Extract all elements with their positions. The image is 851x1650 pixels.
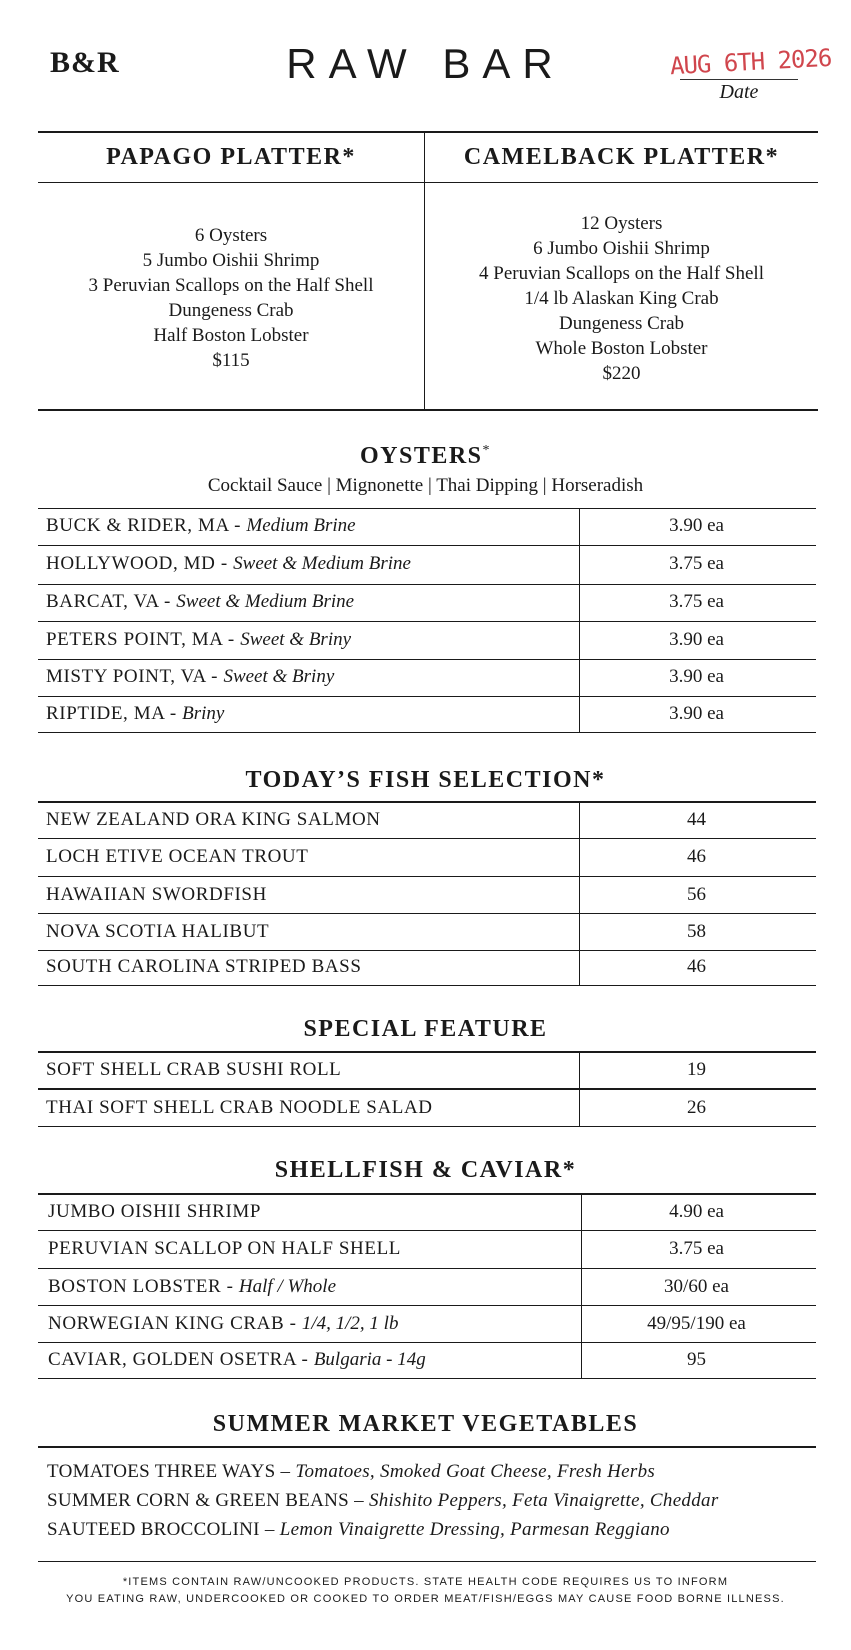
platters-bottom-rule (38, 409, 818, 411)
vegetable-note: Tomatoes, Smoked Goat Cheese, Fresh Herbs (295, 1461, 656, 1482)
vegetable-item (47, 1490, 719, 1512)
oysters-title (0, 443, 851, 470)
shellfish-row-rule (38, 1305, 816, 1306)
shellfish-row-name (48, 1313, 398, 1335)
shellfish-row-rule (38, 1268, 816, 1269)
shellfish-row-name (48, 1349, 426, 1371)
fish-price: 58 (687, 921, 706, 942)
oysters-row-rule (38, 584, 816, 585)
oyster-separator: - (164, 703, 183, 724)
footer-disclaimer-line-2: YOU EATING RAW, UNDERCOOKED OR COOKED TO ORDER MEAT/FISH/EGGS MAY CAUSE FOOD BORNE ILLNESS. (66, 1593, 785, 1605)
fish-price: 46 (687, 956, 706, 977)
shellfish-price: 49/95/190 ea (647, 1313, 746, 1334)
oysters-row-rule (38, 696, 816, 697)
shellfish-row-name (48, 1238, 401, 1260)
platter-item: Half Boston Lobster (153, 325, 309, 346)
oyster-price: 3.90 ea (669, 666, 724, 687)
platter-item: 6 Jumbo Oishii Shrimp (533, 238, 710, 259)
shellfish-name: NORWEGIAN KING CRAB (48, 1313, 285, 1334)
oysters-sauces: Cocktail Sauce | Mignonette | Thai Dipping | Horseradish (207, 475, 644, 496)
fish-name: SOUTH CAROLINA STRIPED BASS (46, 956, 362, 977)
special-table-rule (38, 1051, 816, 1053)
oyster-name: PETERS POINT, MA (46, 629, 223, 650)
oyster-note: Sweet & Medium Brine (233, 553, 411, 574)
shellfish-price: 4.90 ea (669, 1201, 724, 1222)
vegetable-name: TOMATOES THREE WAYS (47, 1461, 276, 1482)
oysters-title-mark: * (482, 443, 492, 458)
oyster-separator: - (158, 591, 177, 612)
fish-title: TODAY’S FISH SELECTION* (245, 767, 606, 793)
logo: B&R (50, 46, 120, 79)
oyster-separator: - (222, 629, 241, 650)
vegetable-name: SUMMER CORN & GREEN BEANS (47, 1490, 350, 1511)
special-price: 26 (687, 1097, 706, 1118)
oyster-price: 3.90 ea (669, 629, 724, 650)
shellfish-row-rule (38, 1342, 816, 1343)
fish-name: NEW ZEALAND ORA KING SALMON (46, 809, 381, 830)
oyster-price: 3.75 ea (669, 553, 724, 574)
oyster-note: Sweet & Briny (240, 629, 352, 650)
platter-item: Dungeness Crab (168, 300, 294, 321)
oyster-price: 3.90 ea (669, 515, 724, 536)
shellfish-separator: - (296, 1349, 314, 1370)
fish-name: HAWAIIAN SWORDFISH (46, 884, 267, 905)
fish-price: 44 (687, 809, 706, 830)
shellfish-row-name (48, 1201, 261, 1223)
page-title: RAW BAR (286, 40, 565, 87)
shellfish-title: SHELLFISH & CAVIAR* (274, 1157, 577, 1183)
oysters-row-rule (38, 659, 816, 660)
fish-name: LOCH ETIVE OCEAN TROUT (46, 846, 309, 867)
fish-row-rule (38, 876, 816, 877)
footer-disclaimer-line-1: *ITEMS CONTAIN RAW/UNCOOKED PRODUCTS. STATE HEALTH CODE REQUIRES US TO INFORM (122, 1576, 729, 1588)
platter-title-papago: PAPAGO PLATTER* (106, 144, 356, 170)
shellfish-table-rule (38, 1193, 816, 1195)
special-row-rule (38, 1126, 816, 1127)
fish-row-rule (38, 985, 816, 986)
oyster-row-name (46, 629, 351, 651)
platter-item: 12 Oysters (580, 213, 663, 234)
platter-item: 3 Peruvian Scallops on the Half Shell (88, 275, 374, 296)
oyster-note: Sweet & Medium Brine (176, 591, 355, 612)
shellfish-name: CAVIAR, GOLDEN OSETRA (48, 1349, 297, 1370)
platter-title-camelback: CAMELBACK PLATTER* (463, 144, 780, 170)
oyster-name: HOLLYWOOD, MD (46, 553, 216, 574)
shellfish-separator: - (284, 1313, 302, 1334)
oyster-row-name (46, 666, 334, 688)
oyster-name: RIPTIDE, MA (46, 703, 165, 724)
shellfish-row-rule (38, 1230, 816, 1231)
oyster-row-name (46, 591, 354, 613)
shellfish-price: 95 (687, 1349, 706, 1370)
shellfish-price: 3.75 ea (669, 1238, 724, 1259)
platter-item: 1/4 lb Alaskan King Crab (524, 288, 719, 309)
oyster-note: Medium Brine (246, 515, 356, 536)
oyster-price: 3.75 ea (669, 591, 724, 612)
fish-row-rule (38, 950, 816, 951)
oysters-row-rule (38, 545, 816, 546)
oysters-table-rule (38, 508, 816, 509)
shellfish-name: PERUVIAN SCALLOP ON HALF SHELL (48, 1238, 401, 1259)
special-row-rule (38, 1088, 816, 1090)
vegetable-note: Lemon Vinaigrette Dressing, Parmesan Reggiano (279, 1519, 670, 1540)
platter-price: $115 (212, 350, 250, 371)
oyster-name: BUCK & RIDER, MA (46, 515, 229, 536)
oyster-separator: - (215, 553, 234, 574)
vegetable-separator: – (275, 1461, 296, 1482)
platter-item: Dungeness Crab (558, 313, 685, 334)
special-title: SPECIAL FEATURE (303, 1016, 548, 1042)
platter-price: $220 (602, 363, 641, 384)
date-underline (680, 79, 798, 80)
vegetable-item (47, 1519, 670, 1541)
oysters-row-rule (38, 732, 816, 733)
shellfish-note: 1/4, 1/2, 1 lb (301, 1313, 399, 1334)
vegetables-top-rule (38, 1446, 816, 1448)
oyster-row-name (46, 553, 411, 575)
platter-item: 6 Oysters (194, 225, 268, 246)
shellfish-price: 30/60 ea (664, 1276, 729, 1297)
shellfish-note: Bulgaria - 14g (313, 1349, 426, 1370)
shellfish-note: Half / Whole (238, 1276, 337, 1297)
oyster-name: MISTY POINT, VA (46, 666, 206, 687)
platter-item: 4 Peruvian Scallops on the Half Shell (479, 263, 764, 284)
shellfish-name: BOSTON LOBSTER (48, 1276, 222, 1297)
shellfish-separator: - (221, 1276, 239, 1297)
fish-row-rule (38, 838, 816, 839)
special-name: THAI SOFT SHELL CRAB NOODLE SALAD (46, 1097, 433, 1118)
vegetable-note: Shishito Peppers, Feta Vinaigrette, Cheddar (368, 1490, 719, 1511)
platters-top-rule (38, 131, 818, 133)
oyster-price: 3.90 ea (669, 703, 724, 724)
platter-list-papago (38, 223, 424, 373)
platter-item: 5 Jumbo Oishii Shrimp (142, 250, 320, 271)
oyster-separator: - (228, 515, 247, 536)
oyster-note: Briny (182, 703, 225, 724)
special-price: 19 (687, 1059, 706, 1080)
date-stamp: AUG 6TH 2026 (669, 43, 833, 81)
oyster-row-name (46, 515, 356, 537)
oysters-row-rule (38, 621, 816, 622)
date-label: Date (719, 81, 759, 103)
shellfish-name: JUMBO OISHII SHRIMP (48, 1201, 262, 1222)
shellfish-row-rule (38, 1378, 816, 1379)
vegetable-name: SAUTEED BROCCOLINI (47, 1519, 260, 1540)
platters-header-rule (38, 182, 818, 183)
fish-row-rule (38, 913, 816, 914)
platter-list-camelback (425, 211, 818, 386)
vegetables-title: SUMMER MARKET VEGETABLES (212, 1411, 639, 1437)
oyster-separator: - (205, 666, 224, 687)
fish-price: 46 (687, 846, 706, 867)
fish-name: NOVA SCOTIA HALIBUT (46, 921, 270, 942)
fish-table-rule (38, 801, 816, 803)
oyster-row-name (46, 703, 224, 725)
vegetable-separator: – (259, 1519, 280, 1540)
vegetable-separator: – (349, 1490, 369, 1511)
special-name: SOFT SHELL CRAB SUSHI ROLL (46, 1059, 342, 1080)
platter-item: Whole Boston Lobster (535, 338, 708, 359)
shellfish-row-name (48, 1276, 336, 1298)
oyster-note: Sweet & Briny (223, 666, 335, 687)
fish-price: 56 (687, 884, 706, 905)
oysters-title-text: OYSTERS (359, 443, 483, 469)
vegetables-bottom-rule (38, 1561, 816, 1562)
vegetable-item (47, 1461, 655, 1483)
oyster-name: BARCAT, VA (46, 591, 159, 612)
